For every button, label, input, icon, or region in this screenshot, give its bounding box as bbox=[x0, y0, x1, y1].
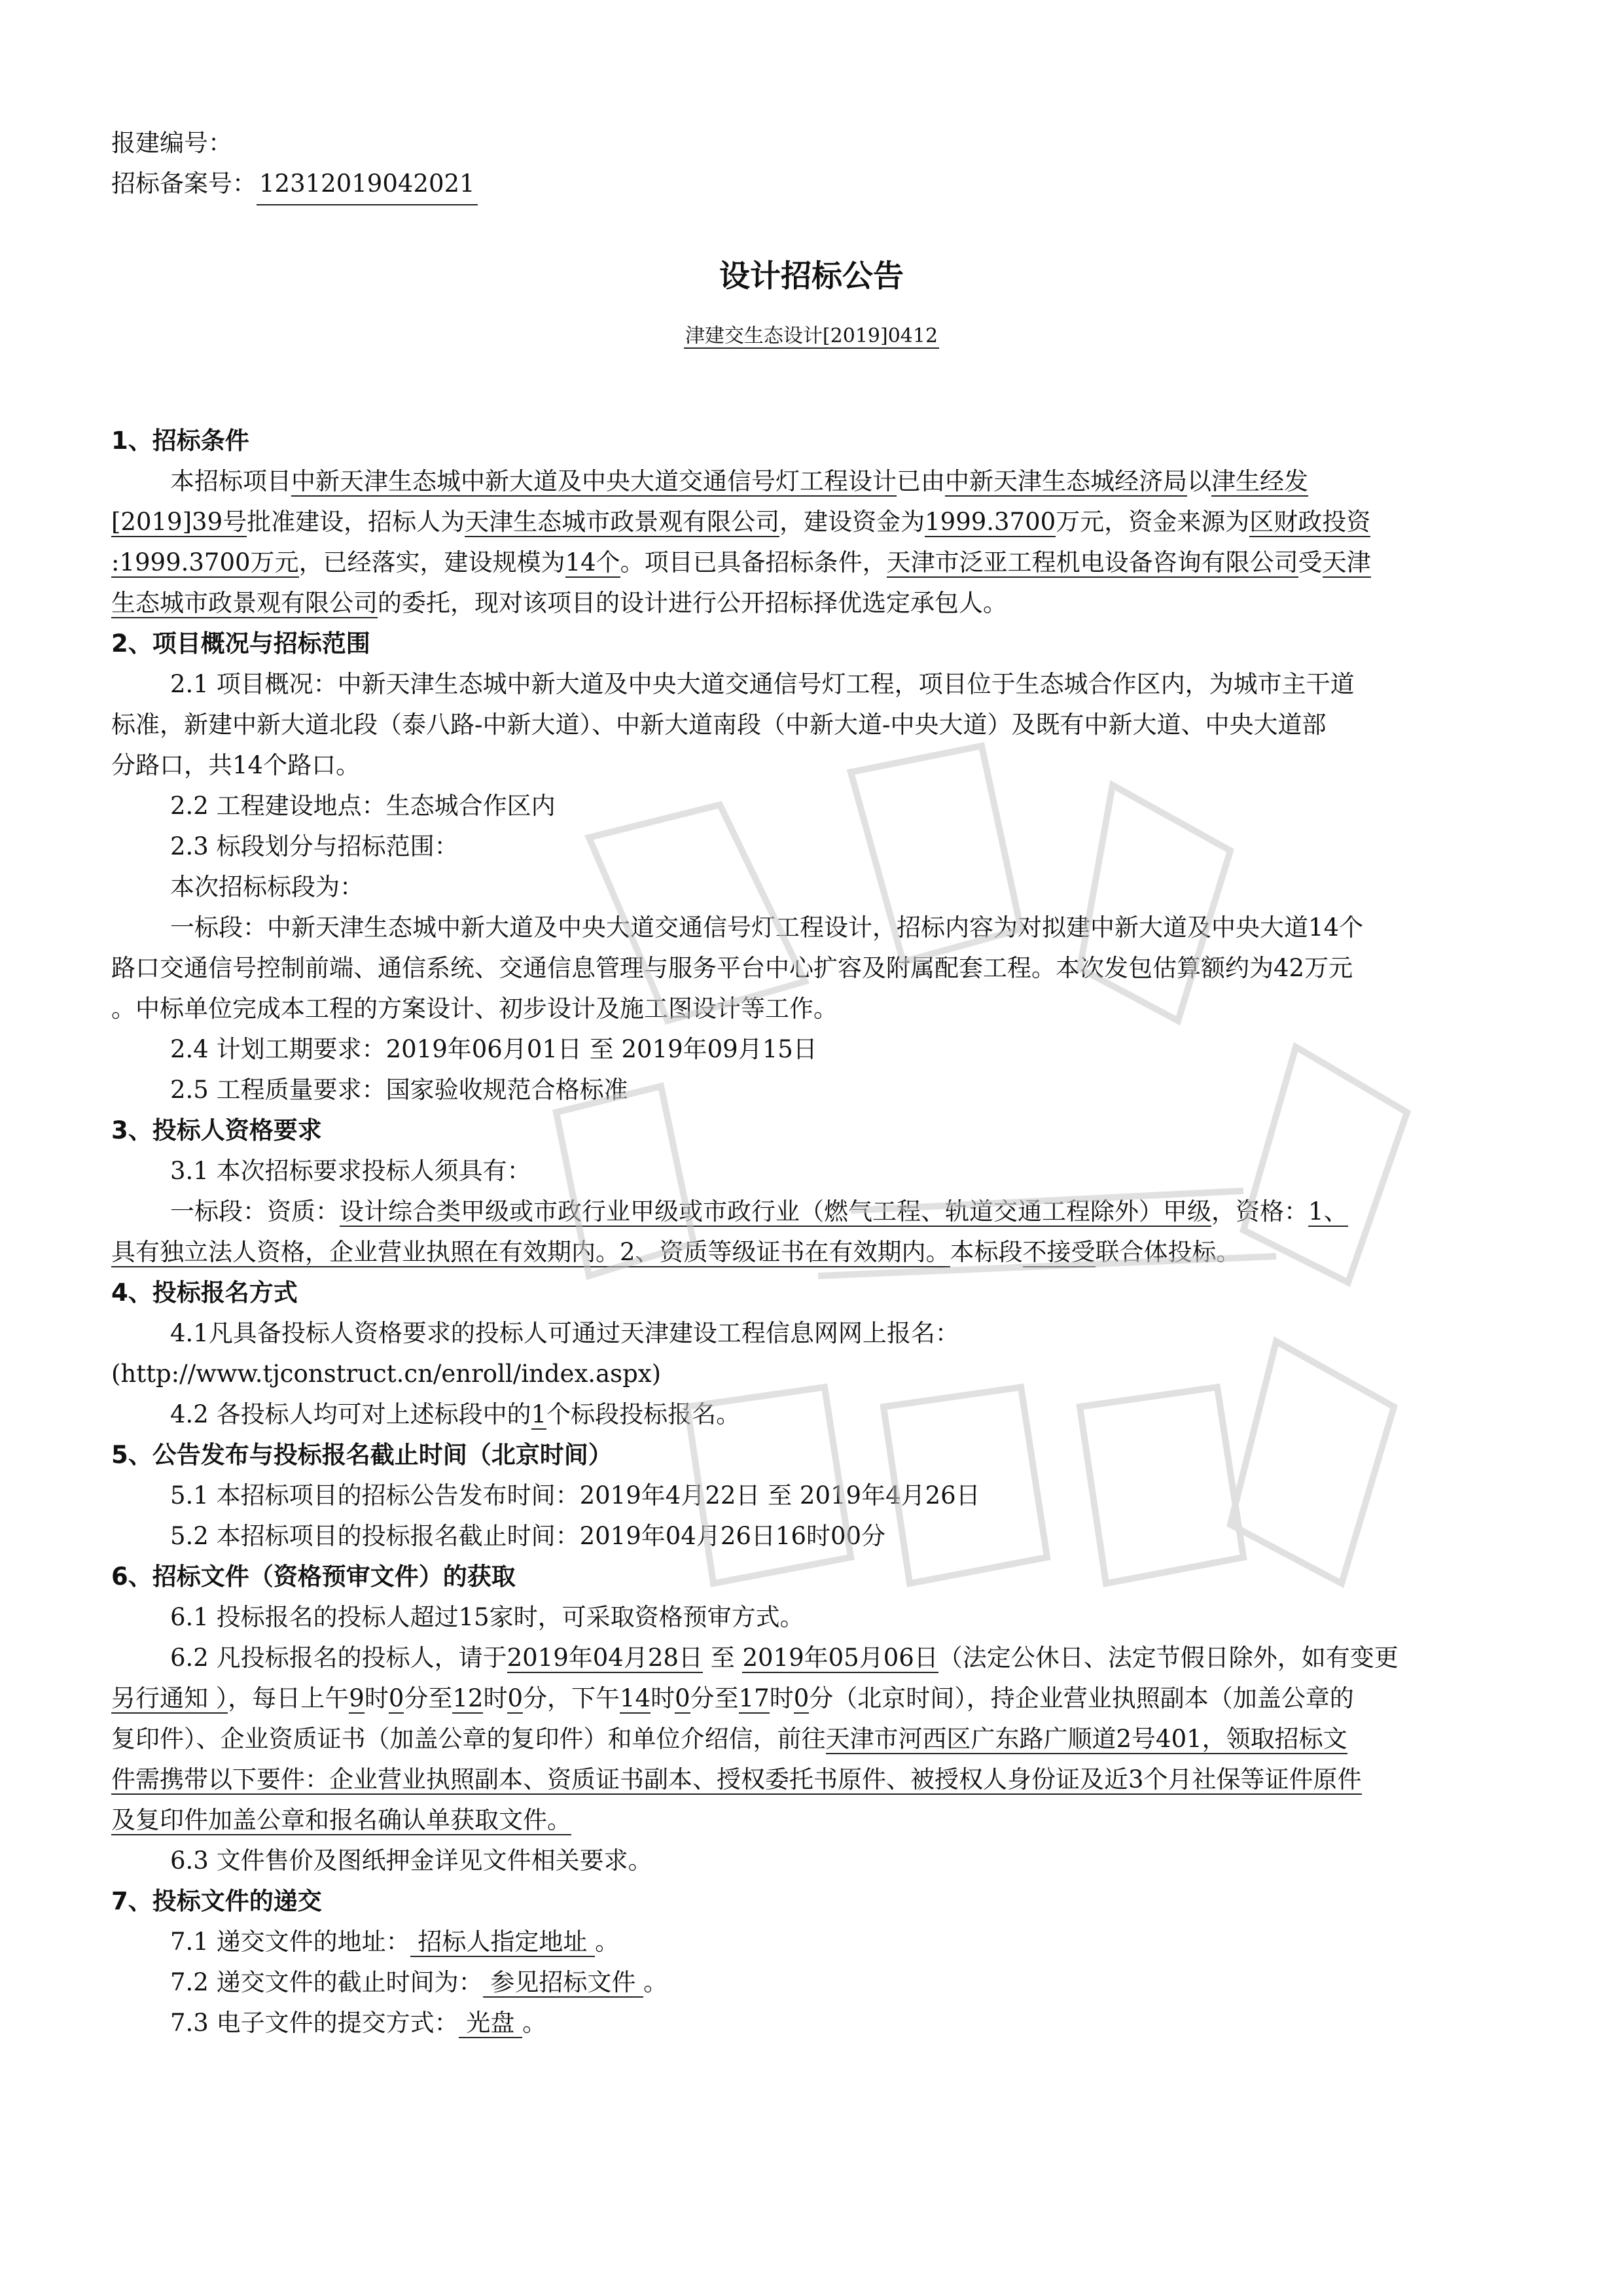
text-run: 7.2 递交文件的截止时间为： bbox=[170, 1968, 483, 1996]
section-heading: 1、招标条件 bbox=[111, 427, 249, 455]
underlined-field: 天津市河西区广东路广顺道2号401，领取招标文 bbox=[825, 1725, 1347, 1753]
underlined-field: 区财政投资 bbox=[1249, 508, 1371, 536]
text-run: 分，下午 bbox=[523, 1684, 620, 1712]
text-run: 2.5 工程质量要求：国家验收规范合格标准 bbox=[170, 1076, 628, 1104]
text-run: 时 bbox=[364, 1684, 389, 1712]
underlined-field: 不接受 bbox=[1022, 1238, 1096, 1266]
underlined-field: 中新天津生态城中新大道及中央大道交通信号灯工程设计 bbox=[291, 467, 897, 495]
underlined-field: 天津市泛亚工程机电设备咨询有限公司 bbox=[886, 548, 1298, 576]
text-run: 本招标项目 bbox=[170, 467, 291, 495]
paragraph-line bbox=[111, 1394, 1518, 1435]
report-number-label: 报建编号： bbox=[111, 129, 232, 157]
text-run: (http://www.tjconstruct.cn/enroll/index.aspx) bbox=[111, 1360, 662, 1388]
paragraph-line bbox=[111, 1800, 1518, 1841]
underlined-field: 天津 bbox=[1322, 548, 1371, 576]
text-run: 2.4 计划工期要求：2019年06月01日 至 2019年09月15日 bbox=[170, 1035, 817, 1063]
text-run: 6.1 投标报名的投标人超过15家时，可采取资格预审方式。 bbox=[170, 1603, 804, 1631]
text-run: 至 bbox=[702, 1644, 743, 1672]
text-run: （法定公休日、法定节假日除外，如有变更 bbox=[938, 1644, 1399, 1672]
text-run: 已由 bbox=[897, 467, 945, 495]
underlined-field: 2019年05月06日 bbox=[742, 1644, 938, 1672]
text-run: 7.1 递交文件的地址： bbox=[170, 1928, 410, 1956]
text-run: 受 bbox=[1298, 548, 1323, 576]
text-run: 5.2 本招标项目的投标报名截止时间：2019年04月26日16时00分 bbox=[170, 1522, 886, 1550]
paragraph-line bbox=[111, 1922, 1518, 1962]
document-header bbox=[111, 123, 478, 205]
paragraph-line bbox=[111, 1516, 1518, 1557]
paragraph-line bbox=[111, 542, 1518, 583]
text-run: 3.1 本次招标要求投标人须具有： bbox=[170, 1157, 531, 1185]
document-number bbox=[0, 319, 1623, 348]
text-run: 4.2 各投标人均可对上述标段中的 bbox=[170, 1400, 531, 1428]
underlined-field: 0 bbox=[507, 1684, 523, 1712]
paragraph-line bbox=[111, 745, 1518, 786]
text-run: 6.2 凡投标报名的投标人，请于 bbox=[170, 1644, 507, 1672]
text-run: 4.1凡具备投标人资格要求的投标人可通过天津建设工程信息网网上报名： bbox=[170, 1319, 959, 1347]
underlined-field: 0 bbox=[388, 1684, 404, 1712]
underlined-field: 招标人指定地址 bbox=[410, 1928, 596, 1956]
filing-number-row bbox=[111, 164, 478, 205]
paragraph-line bbox=[111, 1029, 1518, 1070]
underlined-field: 14个 bbox=[565, 548, 620, 576]
text-run: 分路口，共14个路口。 bbox=[111, 751, 361, 779]
section-heading: 3、投标人资格要求 bbox=[111, 1116, 322, 1144]
text-run: 时 bbox=[651, 1684, 675, 1712]
text-run: 本标段 bbox=[950, 1238, 1023, 1266]
paragraph-line bbox=[111, 867, 1518, 908]
text-run: 分至 bbox=[690, 1684, 739, 1712]
text-run: 。 bbox=[522, 2009, 547, 2037]
text-run: 分至 bbox=[404, 1684, 453, 1712]
underlined-field: 17 bbox=[738, 1684, 770, 1712]
paragraph-line bbox=[111, 989, 1518, 1029]
text-run: 联合体投标。 bbox=[1095, 1238, 1241, 1266]
underlined-field: 14 bbox=[620, 1684, 651, 1712]
text-run: ，建设资金为 bbox=[779, 508, 925, 536]
paragraph-line bbox=[111, 908, 1518, 948]
text-run: 时 bbox=[483, 1684, 508, 1712]
underlined-field: :1999.3700万元 bbox=[111, 548, 299, 576]
underlined-field: 天津生态城市政景观有限公司 bbox=[465, 508, 780, 536]
text-run: 。 bbox=[595, 1928, 620, 1956]
text-run: 6.3 文件售价及图纸押金详见文件相关要求。 bbox=[170, 1846, 652, 1875]
paragraph-line bbox=[111, 1475, 1518, 1516]
text-run: 2.1 项目概况：中新天津生态城中新大道及中央大道交通信号灯工程，项目位于生态城合作区内，为城市主干道 bbox=[170, 670, 1355, 698]
underlined-field: 参见招标文件 bbox=[482, 1968, 644, 1996]
text-run: 标准，新建中新大道北段（泰八路-中新大道）、中新大道南段（中新大道-中央大道）及既有中新大道、中央大道部 bbox=[111, 711, 1327, 739]
text-run: 个标段投标报名。 bbox=[546, 1400, 741, 1428]
text-run: 分（北京时间），持企业营业执照副本（加盖公章的 bbox=[809, 1684, 1354, 1712]
text-run: 万元，资金来源为 bbox=[1056, 508, 1250, 536]
paragraph-line bbox=[111, 1962, 1518, 2003]
text-run: 。项目已具备招标条件， bbox=[620, 548, 887, 576]
paragraph-line bbox=[111, 1192, 1518, 1232]
document-body bbox=[111, 421, 1518, 2043]
paragraph-line bbox=[111, 786, 1518, 826]
text-run: 批准建设，招标人为 bbox=[247, 508, 465, 536]
underlined-field: 及复印件加盖公章和报名确认单获取文件。 bbox=[111, 1806, 571, 1834]
text-run: 一标段：中新天津生态城中新大道及中央大道交通信号灯工程设计，招标内容为对拟建中新大道及中央大道14个 bbox=[170, 913, 1364, 942]
text-run: 2.3 标段划分与招标范围： bbox=[170, 832, 459, 860]
paragraph-line bbox=[111, 1759, 1518, 1800]
text-run: 本次招标标段为： bbox=[170, 873, 364, 901]
paragraph-line bbox=[111, 826, 1518, 867]
paragraph-line bbox=[111, 502, 1518, 542]
underlined-field: [2019]39号 bbox=[111, 508, 247, 536]
text-run: 一标段：资质： bbox=[170, 1197, 340, 1226]
section-heading: 7、投标文件的递交 bbox=[111, 1887, 322, 1915]
section-heading: 2、项目概况与招标范围 bbox=[111, 629, 370, 658]
underlined-field: 1 bbox=[531, 1400, 547, 1428]
text-run: 5.1 本招标项目的招标公告发布时间：2019年4月22日 至 2019年4月26日 bbox=[170, 1481, 980, 1510]
paragraph-line bbox=[111, 664, 1518, 705]
text-run: 。 bbox=[643, 1968, 668, 1996]
underlined-field: 1、 bbox=[1308, 1197, 1348, 1226]
section-heading: 5、公告发布与投标报名截止时间（北京时间） bbox=[111, 1441, 613, 1469]
paragraph-line bbox=[111, 1841, 1518, 1881]
section-heading: 6、招标文件（资格预审文件）的获取 bbox=[111, 1563, 516, 1591]
document-number-text: 津建交生态设计[2019]0412 bbox=[685, 325, 938, 347]
underlined-field: 光盘 bbox=[458, 2009, 523, 2037]
paragraph-line bbox=[111, 1313, 1518, 1354]
underlined-field: 2019年04月28日 bbox=[507, 1644, 703, 1672]
underlined-field: 生态城市政景观有限公司 bbox=[111, 589, 378, 617]
text-run: ，资格： bbox=[1211, 1197, 1308, 1226]
paragraph-line bbox=[111, 2003, 1518, 2043]
underlined-field: 0 bbox=[675, 1684, 690, 1712]
paragraph-line bbox=[111, 1719, 1518, 1759]
underlined-field: 0 bbox=[793, 1684, 810, 1712]
underlined-field: 另行通知 ） bbox=[111, 1684, 228, 1712]
paragraph-line bbox=[111, 1354, 1518, 1394]
underlined-field: 9 bbox=[349, 1684, 365, 1712]
underlined-field: 12 bbox=[452, 1684, 484, 1712]
paragraph-line bbox=[111, 705, 1518, 745]
text-run: 以 bbox=[1187, 467, 1211, 495]
document-title: 设计招标公告 bbox=[719, 258, 904, 294]
paragraph-line bbox=[111, 1070, 1518, 1110]
filing-number-label: 招标备案号： bbox=[111, 169, 257, 198]
paragraph-line bbox=[111, 948, 1518, 989]
section-heading: 4、投标报名方式 bbox=[111, 1279, 298, 1307]
filing-number-value: 12312019042021 bbox=[257, 164, 478, 205]
underlined-field: 设计综合类甲级或市政行业甲级或市政行业（燃气工程、轨道交通工程除外）甲级 bbox=[340, 1197, 1211, 1226]
paragraph-line bbox=[111, 1151, 1518, 1192]
paragraph-line bbox=[111, 1232, 1518, 1273]
text-run: ，已经落实，建设规模为 bbox=[298, 548, 565, 576]
text-run: ，每日上午 bbox=[228, 1684, 349, 1712]
text-run: 7.3 电子文件的提交方式： bbox=[170, 2009, 459, 2037]
paragraph-line bbox=[111, 461, 1518, 502]
text-run: 时 bbox=[769, 1684, 794, 1712]
paragraph-line bbox=[111, 1638, 1518, 1678]
paragraph-line bbox=[111, 1678, 1518, 1719]
underlined-field: 具有独立法人资格，企业营业执照在有效期内。2、资质等级证书在有效期内。 bbox=[111, 1238, 950, 1266]
underlined-field: 1999.3700 bbox=[925, 508, 1056, 536]
text-run: 复印件）、企业资质证书（加盖公章的复印件）和单位介绍信，前往 bbox=[111, 1725, 826, 1753]
report-number-row bbox=[111, 123, 478, 164]
text-run: 。中标单位完成本工程的方案设计、初步设计及施工图设计等工作。 bbox=[111, 995, 838, 1023]
text-run: 路口交通信号控制前端、通信系统、交通信息管理与服务平台中心扩容及附属配套工程。本次发包估算额约为42万元 bbox=[111, 954, 1353, 982]
text-run: 2.2 工程建设地点：生态城合作区内 bbox=[170, 792, 556, 820]
underlined-field: 津生经发 bbox=[1211, 467, 1308, 495]
underlined-field: 中新天津生态城经济局 bbox=[945, 467, 1187, 495]
paragraph-line bbox=[111, 1597, 1518, 1638]
paragraph-line bbox=[111, 583, 1518, 624]
text-run: 的委托，现对该项目的设计进行公开招标择优选定承包人。 bbox=[378, 589, 1007, 617]
underlined-field: 件需携带以下要件：企业营业执照副本、资质证书副本、授权委托书原件、被授权人身份证及近3个月社保等证件原件 bbox=[111, 1765, 1362, 1793]
